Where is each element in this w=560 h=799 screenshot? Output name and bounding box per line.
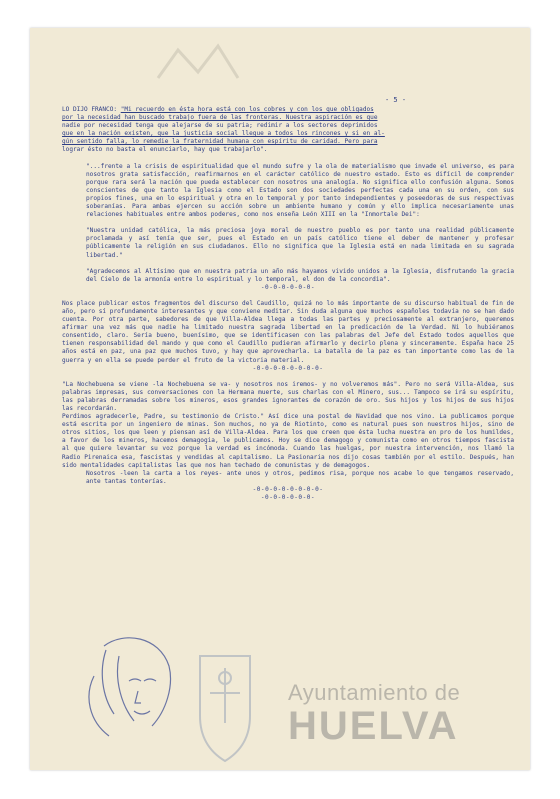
intro-line-1: "Mi recuerdo en ésta hora está con los cobres y con los que obligados	[120, 106, 374, 113]
intro-line-5: gún sentido falla, lo remedie la fraternidad humana con espíritu de caridad. Pero para	[62, 138, 378, 146]
watermark-line-2: HUELVA	[288, 704, 459, 748]
paragraph-unidad: "Nuestra unidad católica, la más preciosa joya moral de nuestro pueblo es por tanto una realidad públicamente proclamada y así tenía que ser, pues el Estado en un país católico tiene el deber de mantener y profesar públicamente la religión en sus ciudadanos. Ello no significa que la Iglesia está en nada limitada en su sagrada libertad."	[86, 227, 514, 259]
separator-2: -0-0-0-0-0-0-0-0-	[252, 364, 324, 372]
document-page	[30, 28, 530, 770]
intro-line-6: lograr ésto no basta el enunciarlo, hay que trabajarlo".	[62, 146, 268, 154]
separator-1: -0-0-0-0-0-0-	[260, 283, 316, 291]
faded-seal-mark	[148, 38, 248, 88]
hand-drawn-face-sketch	[74, 626, 194, 746]
intro-heading: LO DIJO FRANCO:	[62, 106, 118, 113]
paragraph-agradecemos: "Agradecemos al Altísimo que en nuestra patria un año más hayamos vivido unidos a la Iglesia, disfrutando la gracia del Cielo de la armonía entre lo espiritual y lo temporal, el don de la concordia".	[86, 267, 514, 283]
intro-line-4: que en la nación existen, que la justicia social llegue a todos los rincones y si en al-	[62, 130, 385, 138]
watermark-line-1: Ayuntamiento de	[288, 680, 461, 705]
paragraph-nochebuena: "La Nochebuena se viene -la Nochebuena se va- y nosotros nos iremos- y no volveremos más". Pero no será Villa-Aldea, sus palabras impresas, sus conversaciones con la Hermana muerte, sus charlas con el Minero, sus... Tampoco se irá su espíritu, las palabras derramadas sobre los mineros, esos grandes ignorantes de corazón de oro. Sus hijos y los hijos de sus hijos las recordarán.	[62, 380, 514, 412]
paragraph-crisis: "...frente a la crisis de espiritualidad que el mundo sufre y la ola de materialismo que invade el universo, es para nosotros grata satisfacción, reafirmarnos en el carácter católico de nuestro estado. Esto es difícil de comprender porque rara será la nación que pueda establecer con nosotros una analogía. No significa ello confusión alguna. Somos conscientes de que tanto la Iglesia como el Estado son dos sociedades perfectas cada una en su orden, con sus propios fines, una en lo espiritual y otra en lo temporal y por tanto independientes y poseedoras de sus respectivas soberanías. Para ambas ejercen su acción sobre un ambiente humano y común y ello implica necesariamente unas relaciones habituales entre ambos poderes, como nos enseña León XIII en la "Inmortale Dei":	[86, 162, 514, 219]
document-body	[62, 88, 514, 502]
paragraph-comentario: Nos place publicar estos fragmentos del discurso del Caudillo, quizá no lo más importante de su discurso habitual de fin de año, pero sí profundamente interesantes y que conviene meditar. Sin duda alguna que muchos españoles todavía no se han dado cuenta. Por otra parte, sabedores de que Villa-Aldea llega a todas las partes y preciosamente al extranjero, queremos afirmar una vez más que nadie ha limitado nuestra sagrada libertad en la predicación de la Verdad. Ni lo hubiéramos consentido, claro. Sería bueno, buenísimo, que se identificasen con las palabras del Jefe del Estado todos aquellos que tienen responsabilidad del mando y que como el Caudillo pudieran afirmarlo y decirlo plena y sinceramente. España hace 25 años está en paz, una paz que muchos tuvo, y hay que aprovecharla. La batalla de la paz es tan importante como las de la guerra y en ella se puede perder el fruto de la victoria material.	[62, 299, 514, 364]
separator-4: -0-0-0-0-0-0-	[260, 494, 316, 502]
paragraph-postal: Perdimos agradecerle, Padre, su testimonio de Cristo." Así dice una postal de Navidad que nos vino. La publicamos porque está escrita por un ingeniero de minas. Son muchos, no ya de Riotinto, como es natural pues son nuestros hijos, sino de otros sitios, los que leen y piensan así de Villa-Aldea. Para los que creen que ésta lucha nuestra en pro de los humildes, a favor de los mineros, hacemos demagogia, le publicamos. Hoy se dice demagogo y comunista como en otros tiempos fascista al que quiere levantar su voz porque la verdad es incómoda. Cuando las huelgas, por nuestra intervención, nos llamó la Radio Pirenaica esa, fascistas y vendidas al capitalismo. La Pasionaria nos dijo cosas también por el estilo. Después, han sido mentalidades capitalistas las que nos han techado de comunistas y de demagogos.	[62, 413, 514, 469]
municipal-crest-icon	[190, 648, 260, 768]
page-number: - 5 -	[385, 96, 407, 104]
intro-line-2: por la necesidad han buscado trabajo fuera de las fronteras. Nuestra aspiración es que	[62, 114, 378, 122]
intro-line-3: nadie por necesidad tenga que alejarse de su patria; redimir a los sectores deprimidos	[62, 122, 378, 130]
watermark	[288, 680, 460, 746]
paragraph-cierre: Nosotros -leen la carta a los reyes- ante unos y otros, pedimos risa, porque nos acabe lo que tengamos reservado, ante tantas tonterías.	[86, 469, 514, 485]
separator-3: -0-0-0-0-0-0-0-0-	[252, 485, 324, 493]
